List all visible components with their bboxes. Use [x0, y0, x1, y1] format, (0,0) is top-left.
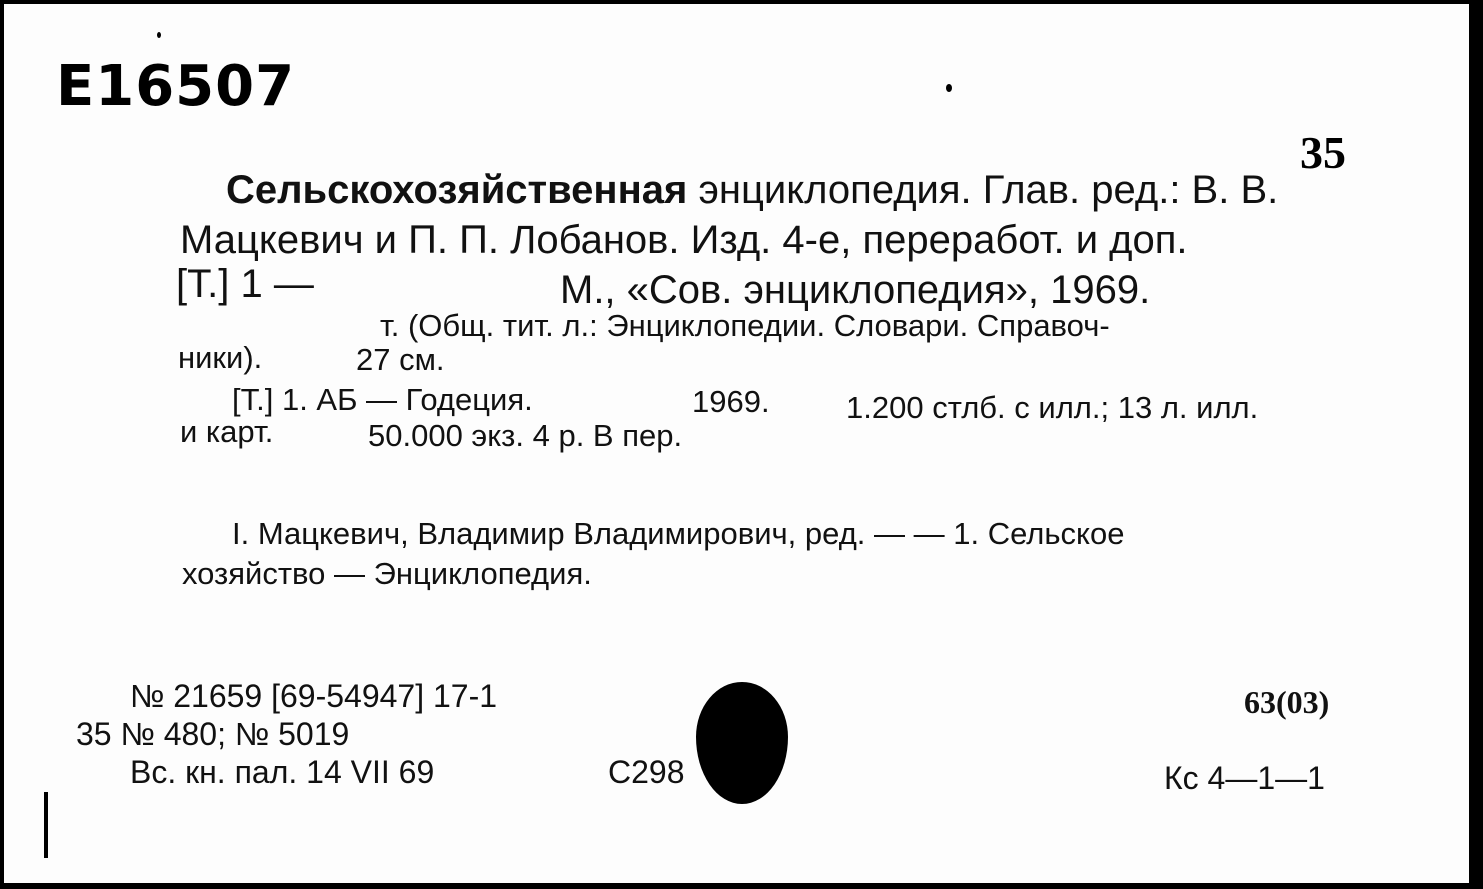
order-line-1: № 21659 [69-54947] 17-1 — [130, 678, 498, 714]
entry-line-6-b: 1969. — [692, 384, 770, 419]
order-line-3: Вс. кн. пал. 14 VII 69 — [130, 754, 435, 790]
subject-heading-1: I. Мацкевич, Владимир Владимирович, ред. — — 1. Сельское — [232, 516, 1125, 551]
entry-title: Сельскохозяйственная — [226, 168, 688, 212]
order-line-2: 35 № 480; № 5019 — [76, 716, 350, 752]
entry-line-6-a: [Т.] 1. АБ — Годеция. — [232, 382, 533, 417]
entry-line-1 — [226, 168, 1278, 212]
entry-line-5-a: ники). — [178, 340, 263, 375]
entry-line-7-b: 50.000 экз. 4 р. В пер. — [368, 418, 683, 453]
entry-line-7-a: и карт. — [180, 414, 274, 449]
entry-line-6-c: 1.200 стлб. с илл.; 13 л. илл. — [846, 390, 1259, 425]
entry-line-2: Мацкевич и П. П. Лобанов. Изд. 4-е, переработ. и доп. — [180, 218, 1188, 262]
card-number: 35 — [1300, 127, 1346, 178]
subject-heading-2: хозяйство — Энциклопедия. — [182, 556, 592, 591]
entry-line-4: т. (Общ. тит. л.: Энциклопедии. Словари. Справоч- — [380, 308, 1110, 343]
cutter-code: Кс 4—1—1 — [1164, 760, 1325, 796]
ink-speck — [946, 84, 952, 92]
ink-blot — [696, 682, 788, 804]
entry-line-1-rest: энциклопедия. Глав. ред.: В. В. — [687, 168, 1279, 212]
margin-mark — [44, 792, 48, 858]
classification-code: 63(03) — [1244, 684, 1330, 720]
entry-line-5-b: 27 см. — [356, 342, 445, 377]
accession-number: Е16507 — [56, 54, 296, 119]
ink-speck — [157, 32, 161, 38]
card-paper — [4, 4, 1469, 883]
code-c: С298 — [608, 754, 685, 790]
entry-line-3-volume: [Т.] 1 — — [176, 262, 314, 306]
entry-line-3-imprint: М., «Сов. энциклопедия», 1969. — [560, 268, 1151, 312]
